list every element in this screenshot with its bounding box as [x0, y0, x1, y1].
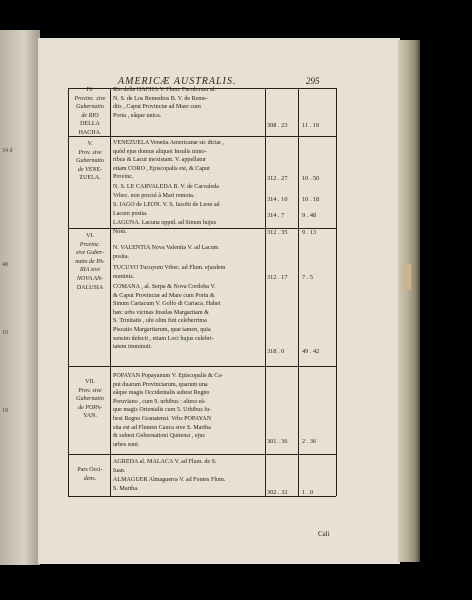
- province-label: [69, 86, 111, 138]
- entry-line: diis , Caput Provinciæ ad Mare cum: [113, 104, 201, 111]
- catchword: Cali: [318, 530, 330, 538]
- province-label-line: VI.: [86, 233, 94, 239]
- entry-text: [113, 86, 216, 120]
- entry-line: S. Martha.: [113, 485, 139, 492]
- left-page-mark: 48: [2, 262, 8, 268]
- entry-line: S. Trinitatis , ubi olim fuit celeberrima: [113, 318, 207, 325]
- left-page-mark: 18: [2, 408, 8, 414]
- province-label: [69, 466, 111, 483]
- province-label-line: YAN.: [83, 413, 97, 420]
- column-rule: [265, 88, 266, 496]
- section-rule: [68, 366, 336, 367]
- left-page-mark: 10: [2, 330, 8, 336]
- province-label-line: ZUELA.: [79, 175, 101, 182]
- entry-line: Lacum posita.: [113, 210, 148, 217]
- longitude-value: 302 . 32: [267, 489, 288, 496]
- entry-line: eâque magis Occidentalis subest Regno: [113, 390, 210, 397]
- entry-text: [113, 476, 225, 493]
- latitude-value: 9 . 48: [302, 212, 317, 219]
- longitude-value: 314 . 10: [267, 196, 288, 203]
- entry-line: Iuan.: [113, 467, 126, 474]
- entry-line: N. S. de Los Remedios B. V. de Reme-: [113, 95, 208, 102]
- province-label-line: de VENE-: [77, 166, 103, 173]
- latitude-value: 7 . 5: [302, 274, 314, 281]
- province-label-line: Pars Occi-: [77, 467, 103, 473]
- entry-text: [113, 372, 223, 449]
- province-label-line: Prov. sive: [78, 149, 102, 156]
- page-number: 295: [306, 76, 320, 86]
- entry-line: quòd ejus domus aliquot Insulis mino-: [113, 148, 207, 155]
- entry-line: COMANA , al. Serpa & Nova Cordoba V.: [113, 284, 216, 290]
- entry-line: Sinum Cariacum V. Golfo di Cariaca. Habet: [113, 301, 221, 308]
- entry-line: S. IAGO de LEON. V. S. Iacobi de Leon ad: [113, 202, 220, 208]
- longitude-value: 314 . 7: [267, 212, 285, 219]
- province-label-line: RIA sive: [79, 267, 101, 274]
- province-label: [69, 232, 111, 292]
- longitude-value: 318 . 0: [267, 348, 285, 355]
- longitude-value: 312 . 35: [267, 229, 288, 236]
- province-label-line: DALUSIA: [76, 284, 104, 291]
- entry-text: [113, 244, 218, 261]
- province-label-line: Provinc.: [79, 241, 101, 248]
- entry-line: sita est ad Flumen Cauca sive S. Martha: [113, 424, 211, 431]
- longitude-value: 301 . 36: [267, 438, 288, 445]
- province-label-line: HACHA.: [78, 129, 102, 136]
- page-marker-tab: [403, 264, 411, 290]
- province-label-line: NOVA AN-: [76, 275, 104, 282]
- province-label-line: Gubernatio: [76, 104, 104, 111]
- province-label-line: de POPA-: [78, 404, 102, 411]
- province-label-line: dens.: [83, 475, 97, 482]
- entry-line: Peruviano , cum 9. urbibus : altera eâ-: [113, 398, 206, 405]
- left-page-edge: [0, 30, 40, 565]
- entry-line: put duarum Provinciarum, quarum una: [113, 381, 208, 388]
- entry-text: [113, 139, 224, 182]
- entry-line: urbes sunt.: [113, 441, 140, 448]
- province-label-line: IV.: [86, 87, 94, 93]
- province-label-line: Provinc. sive: [74, 95, 106, 102]
- entry-line: Piscatio Margaritarum, quæ tamen, quia: [113, 326, 211, 333]
- entry-line: ALMAGUER Almaguerra V. ad Fontes Flum.: [113, 477, 226, 483]
- latitude-value: 1 . 0: [302, 489, 314, 496]
- entry-line: ribus & Lacui inexistant. V. appellatur: [113, 157, 207, 164]
- latitude-value: 10 . 18: [302, 196, 320, 203]
- entry-line: tatem imminuit.: [113, 344, 152, 351]
- column-rule: [298, 88, 299, 496]
- entry-line: N. S. LE CARVALEDA B. V. de Carvaleda: [113, 184, 219, 190]
- entry-line: & Caput Provinciæ ad Mare cum Portu &: [113, 292, 215, 299]
- entry-text: [113, 283, 220, 352]
- entry-text: [113, 264, 225, 281]
- entry-text: [113, 458, 217, 475]
- province-label-line: DELLA: [80, 121, 100, 128]
- table-right-rule: [336, 88, 337, 496]
- longitude-value: 312 . 17: [267, 274, 288, 281]
- longitude-value: 312 . 27: [267, 175, 288, 182]
- province-label-line: V.: [87, 141, 93, 147]
- entry-line: LAGUNA. Lacuna oppid. ad Sinum hujus: [113, 220, 217, 226]
- latitude-value: 49 . 42: [302, 348, 320, 355]
- entry-line: nominis.: [113, 273, 135, 280]
- entry-line: & subest Gubernationi Quitensi , ejus: [113, 433, 205, 440]
- entry-line: N. VALENTIA Nova Valentia V. ad Lacum: [113, 245, 219, 251]
- province-label-line: de RIO: [81, 112, 99, 119]
- latitude-value: 9 . 13: [302, 229, 317, 236]
- longitude-value: 308 . 23: [267, 122, 288, 129]
- entry-line: POPAYAN Popayanum V. Episcopalis & Ca-: [113, 373, 224, 379]
- province-label-line: sive Guber-: [75, 250, 105, 257]
- running-header: AMERICÆ AUSTRALIS.: [118, 76, 237, 87]
- entry-line: Nom.: [113, 228, 127, 235]
- province-label-line: VII.: [85, 379, 95, 385]
- entry-line: que magis Orientalis cum 5. Urbibus fu-: [113, 407, 212, 414]
- table-bottom-rule: [68, 496, 336, 497]
- entry-line: best Regno Granatensi. Vrbs POPAYAN: [113, 415, 212, 422]
- province-label-line: Prov. sive: [78, 387, 102, 394]
- entry-line: etiam CORO , Episcopalis est, & Caput: [113, 165, 210, 172]
- entry-line: Vrbec. non procul à Mari remota.: [113, 192, 195, 199]
- entry-line: Portu , eâque unica.: [113, 112, 162, 119]
- entry-line: VENEZUELA Venetia Americanæ sic dictæ ,: [113, 140, 224, 146]
- province-label: [69, 378, 111, 421]
- entry-line: Rio della HACHA V. Flum. Faculorum al.: [113, 87, 216, 93]
- section-rule: [68, 454, 336, 455]
- province-label-line: natio de PA-: [75, 258, 105, 265]
- entry-text: [113, 219, 216, 236]
- entry-line: Provinc.: [113, 174, 134, 181]
- entry-line: hæc urbs vicinas Insulas Margaritam &: [113, 309, 209, 316]
- entry-line: AGREDA al. MALACA V. ad Flum. de S.: [113, 459, 217, 465]
- latitude-value: 2 . 36: [302, 438, 317, 445]
- latitude-value: 11 . 19: [302, 122, 320, 129]
- entry-text: [113, 183, 219, 200]
- province-label-line: Gubernatio: [76, 158, 104, 165]
- entry-line: posita.: [113, 253, 130, 260]
- left-page-mark: 34 d: [2, 148, 13, 154]
- latitude-value: 10 . 50: [302, 175, 320, 182]
- province-label-line: Gubernatio: [76, 396, 104, 403]
- page-block-edge: [398, 40, 420, 562]
- province-label: [69, 140, 111, 183]
- entry-text: [113, 201, 220, 218]
- entry-line: TUCUYO Tucuyum Vrbec. ad Flum. ejusdem: [113, 265, 226, 271]
- entry-line: sensim defecit , etiam Loci hujus celebri-: [113, 335, 214, 342]
